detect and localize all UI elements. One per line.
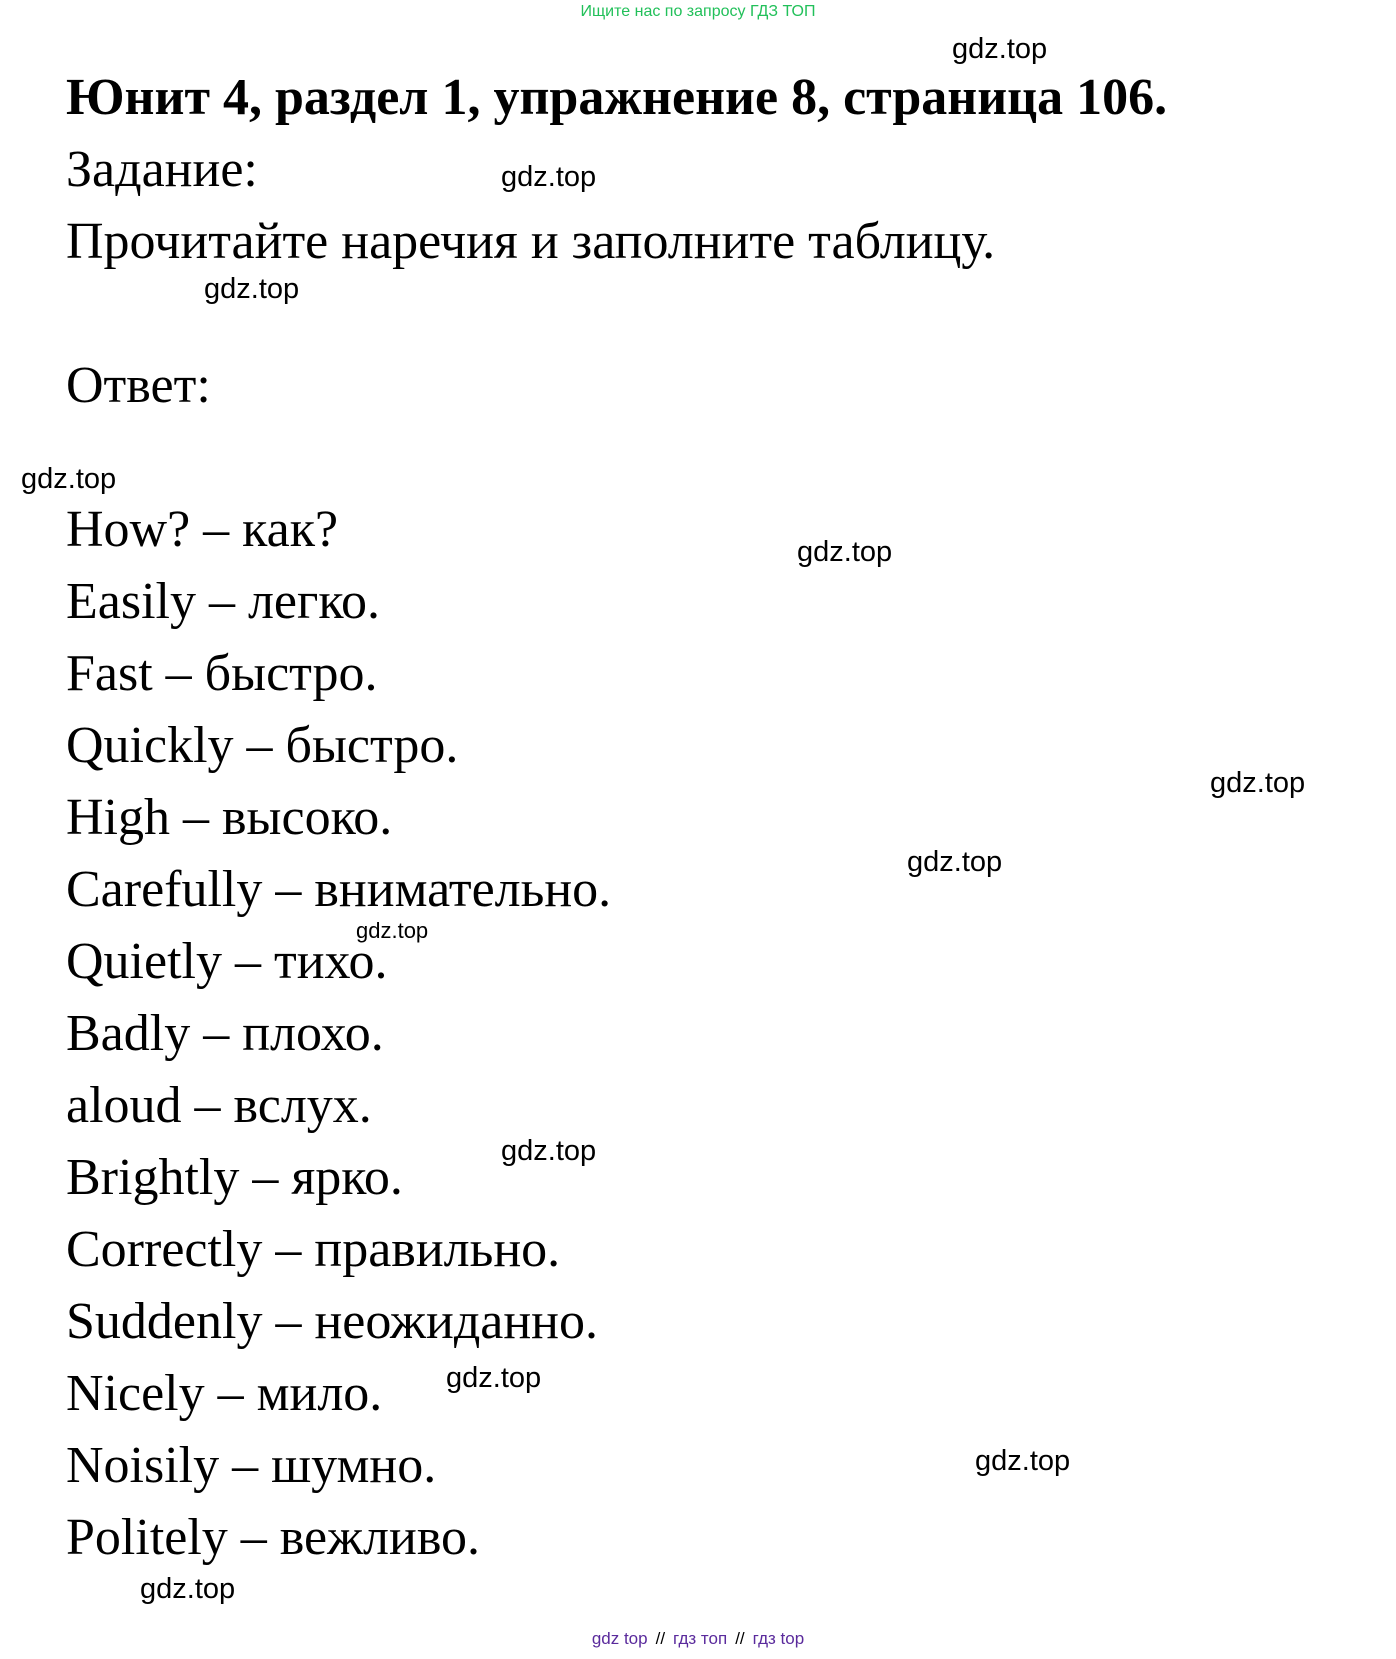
watermark: gdz.top [204,273,300,305]
answer-item: Noisily – шумно. [66,1437,437,1494]
answer-item: How? – как? [66,501,339,558]
watermark: gdz.top [797,536,893,568]
footer-link[interactable]: гдз топ [673,1629,728,1648]
answer-item: Suddenly – неожиданно. [66,1293,599,1350]
watermark: gdz.top [140,1573,236,1605]
footer-separator: // [735,1629,745,1648]
watermark: gdz.top [907,846,1003,878]
answer-item: Quietly – тихо. [66,933,388,990]
answer-item: High – высоко. [66,789,393,846]
answer-list [66,494,611,1574]
answer-item: Nicely – мило. [66,1365,383,1422]
task-label: Задание: [66,141,258,198]
footer [0,1628,1396,1650]
answer-item: Easily – легко. [66,573,380,630]
watermark: gdz.top [356,918,429,943]
watermark: gdz.top [501,161,597,193]
watermark: gdz.top [501,1135,597,1167]
answer-item: Carefully – внимательно. [66,861,612,918]
answer-item: Politely – вежливо. [66,1509,481,1566]
watermark: gdz.top [952,33,1048,65]
top-banner: Ищите нас по запросу ГДЗ ТОП [580,3,816,20]
watermark: gdz.top [446,1362,542,1394]
answer-label: Ответ: [66,357,211,414]
answer-item: aloud – вслух. [66,1077,372,1134]
footer-separator: // [655,1629,666,1648]
answer-item: Correctly – правильно. [66,1221,561,1278]
answer-item: Quickly – быстро. [66,717,459,774]
watermark: gdz.top [1210,767,1306,799]
watermark: gdz.top [21,463,117,495]
footer-link[interactable]: гдз top [752,1629,805,1648]
answer-item: Brightly – ярко. [66,1149,403,1206]
footer-link[interactable]: gdz top [591,1629,648,1648]
answer-item: Badly – плохо. [66,1005,384,1062]
page-title: Юнит 4, раздел 1, упражнение 8, страница 106. [66,69,1168,126]
task-text: Прочитайте наречия и заполните таблицу. [66,213,996,270]
watermark: gdz.top [975,1445,1071,1477]
answer-item: Fast – быстро. [66,645,378,702]
